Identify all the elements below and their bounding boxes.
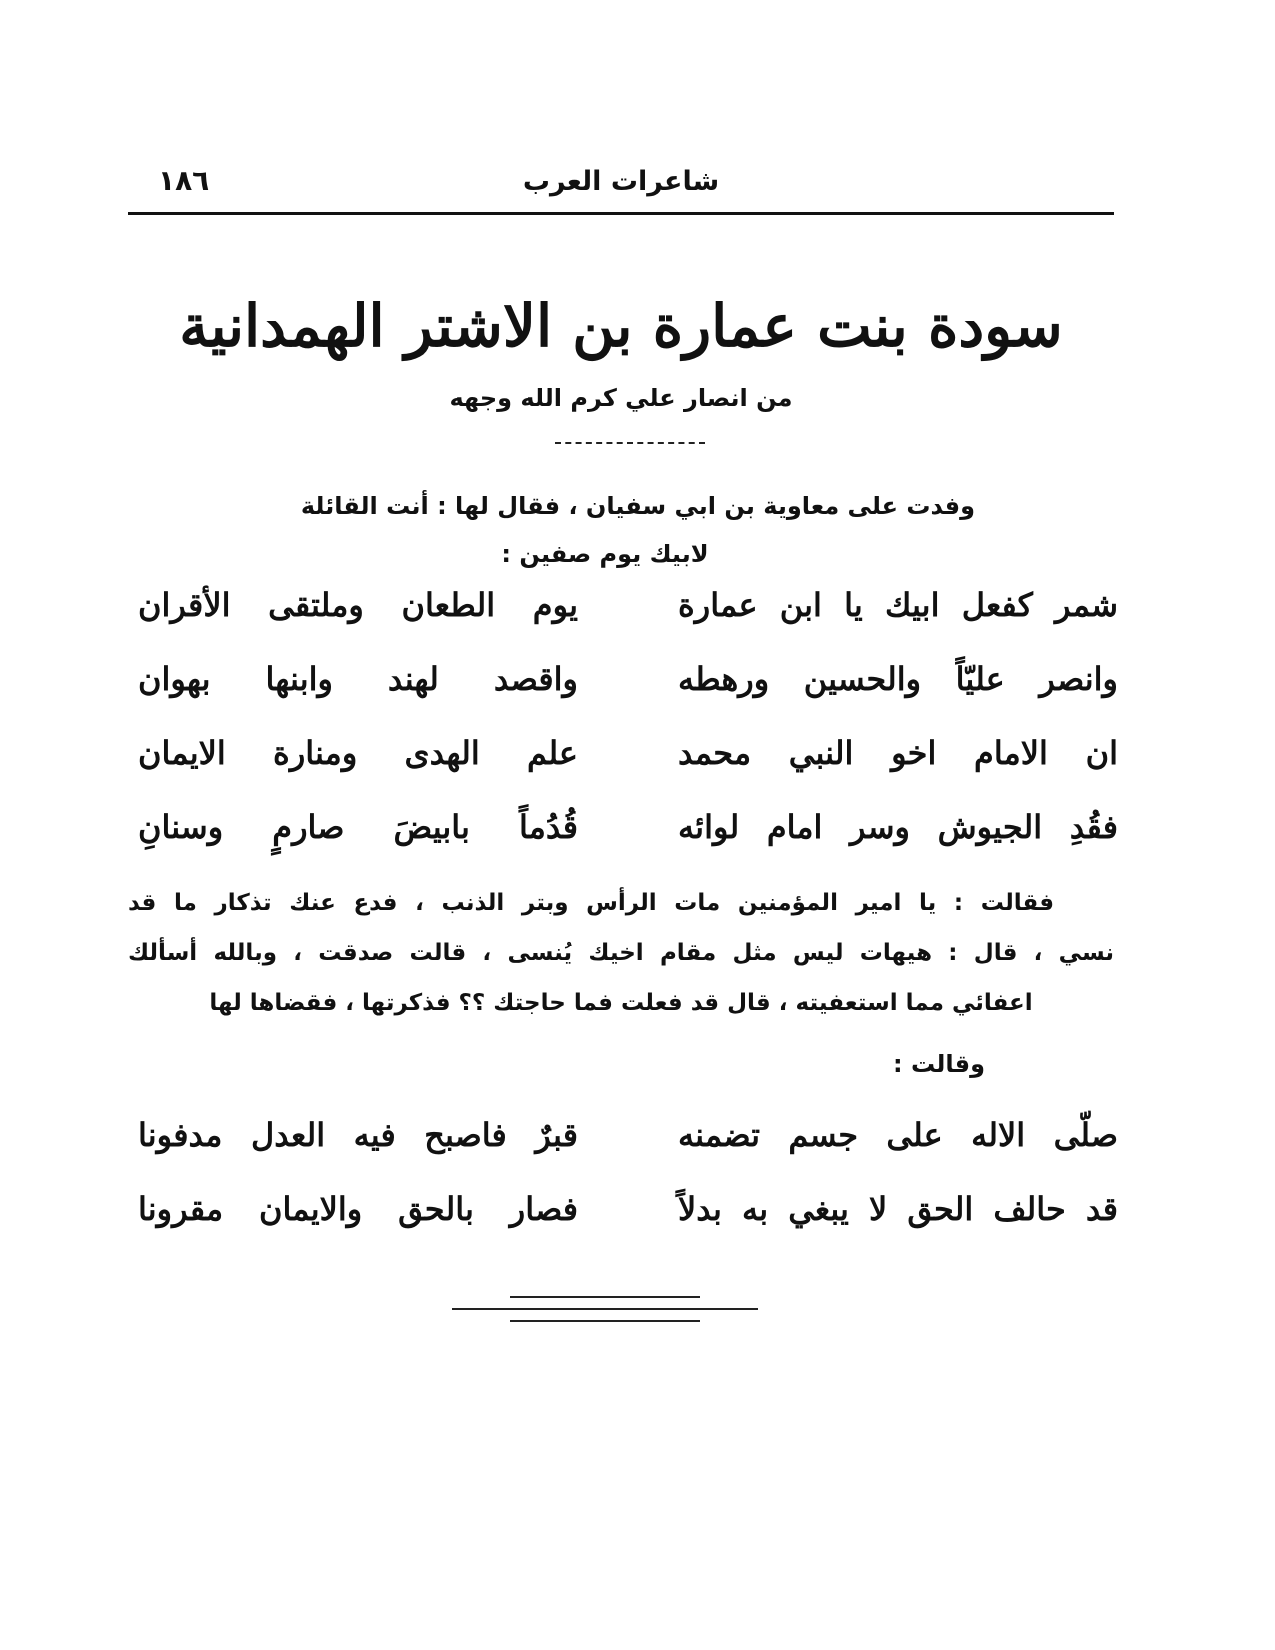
section-label: وقالت :	[892, 1050, 985, 1078]
page-header	[128, 160, 1114, 208]
poem-2	[138, 1116, 1118, 1264]
prose-line-3: اعفائي مما استعفيته ، قال قد فعلت فما حاجتك ؟؟ فذكرتها ، فقضاها لها	[209, 990, 1033, 1016]
verse-first-hemistich: صلّى الاله على جسم تضمنه	[678, 1116, 1118, 1154]
verse-first-hemistich: وانصر عليّاً والحسين ورهطه	[678, 660, 1118, 698]
intro-line-1: وفدت على معاوية بن ابي سفيان ، فقال لها : أنت القائلة	[300, 492, 975, 520]
verse-second-hemistich: قُدُماً بابيضَ صارمٍ وسنانِ	[138, 808, 578, 846]
prose-line-1: فقالت : يا امير المؤمنين مات الرأس وبتر الذنب ، فدع عنك تذكار ما قد	[128, 890, 1054, 916]
verse-second-hemistich: فصار بالحق والايمان مقرونا	[138, 1190, 578, 1228]
article-title: سودة بنت عمارة بن الاشتر الهمدانية	[179, 292, 1063, 360]
verse-second-hemistich: علم الهدى ومنارة الايمان	[138, 734, 578, 772]
verse	[138, 1116, 1118, 1190]
page-number: ١٨٦	[158, 164, 210, 197]
header-rule	[128, 212, 1114, 215]
verse-second-hemistich: واقصد لهند وابنها بهوان	[138, 660, 578, 698]
verse	[138, 586, 1118, 660]
verse-first-hemistich: فقُدِ الجيوش وسر امام لوائه	[678, 808, 1118, 846]
article-subtitle: من انصار علي كرم الله وجهه	[449, 384, 793, 412]
title-divider	[555, 442, 705, 444]
running-title: شاعرات العرب	[522, 166, 720, 197]
verse	[138, 660, 1118, 734]
prose-paragraph	[128, 878, 1114, 1028]
verse	[138, 808, 1118, 882]
poem-1	[138, 586, 1118, 882]
end-ornament-rule	[510, 1320, 700, 1322]
verse-second-hemistich: قبرٌ فاصبح فيه العدل مدفونا	[138, 1116, 578, 1154]
verse-first-hemistich: ان الامام اخو النبي محمد	[678, 734, 1118, 772]
verse-first-hemistich: شمر كفعل ابيك يا ابن عمارة	[678, 586, 1118, 624]
end-ornament-rule	[452, 1308, 758, 1310]
verse	[138, 734, 1118, 808]
intro-paragraph	[235, 482, 975, 578]
intro-line-2: لابيك يوم صفين :	[501, 540, 709, 568]
prose-line-2: نسي ، قال : هيهات ليس مثل مقام اخيك يُنسى ، قالت صدقت ، وبالله أسألك	[128, 940, 1114, 966]
verse-first-hemistich: قد حالف الحق لا يبغي به بدلاً	[678, 1190, 1118, 1228]
verse-second-hemistich: يوم الطعان وملتقى الأقران	[138, 586, 578, 624]
end-ornament-rule	[510, 1296, 700, 1298]
verse	[138, 1190, 1118, 1264]
